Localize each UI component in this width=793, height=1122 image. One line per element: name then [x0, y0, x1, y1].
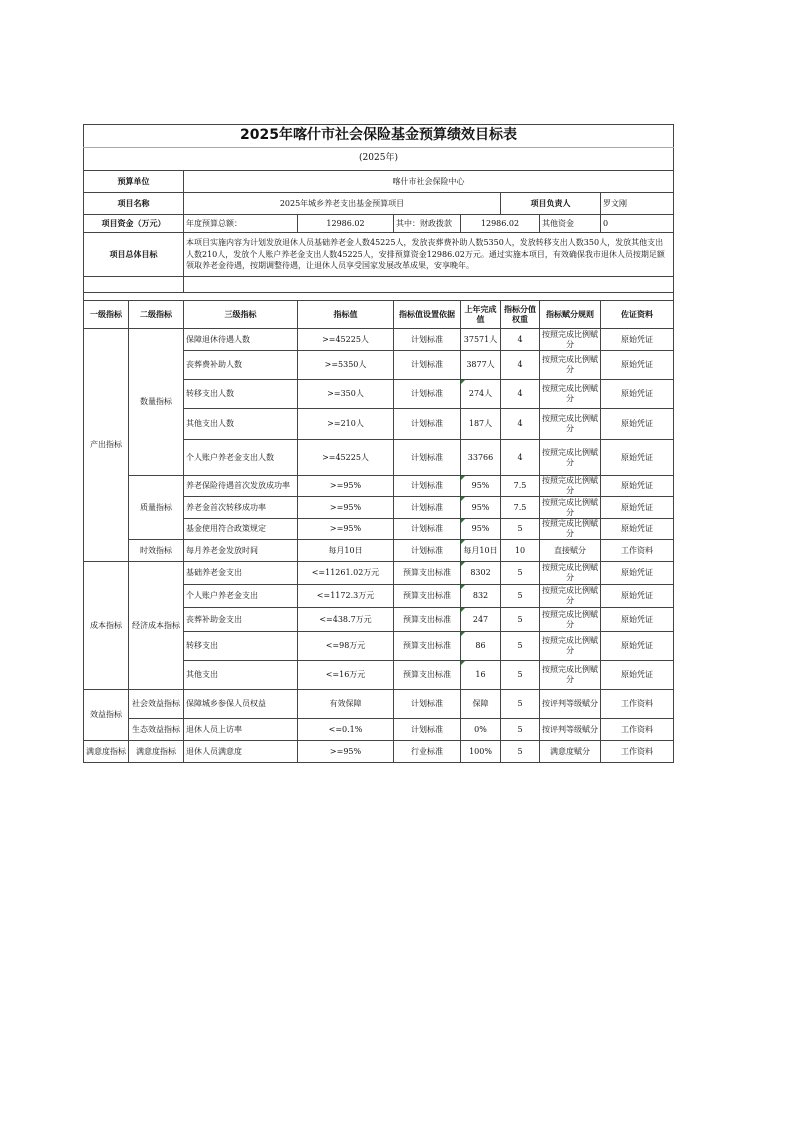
evidence-cell: 工作资料: [601, 741, 674, 763]
evidence-cell: 原始凭证: [601, 661, 674, 690]
prev-cell: 8302: [461, 562, 501, 585]
evidence-cell: 原始凭证: [601, 440, 674, 476]
evidence-cell: 原始凭证: [601, 329, 674, 351]
prev-cell: 3877人: [461, 351, 501, 380]
evidence-cell: 原始凭证: [601, 608, 674, 632]
level3-cell: 保障退休待遇人数: [184, 329, 298, 351]
fiscal-value: 12986.02: [461, 215, 540, 233]
rule-cell: 按照完成比例赋分: [540, 632, 601, 661]
evidence-cell: 工作资料: [601, 540, 674, 562]
basis-cell: 预算支出标准: [394, 661, 461, 690]
level3-cell: 个人账户养老金支出: [184, 585, 298, 608]
weight-cell: 10: [501, 540, 540, 562]
rule-cell: 按照完成比例赋分: [540, 351, 601, 380]
basis-cell: 预算支出标准: [394, 562, 461, 585]
project-name-value: 2025年城乡养老支出基金预算项目: [184, 193, 501, 215]
rule-cell: 满意度赋分: [540, 741, 601, 763]
project-name-label: 项目名称: [84, 193, 184, 215]
table-row: [84, 719, 674, 741]
prev-cell: 86: [461, 632, 501, 661]
header-prev: 上年完成值: [461, 301, 501, 329]
prev-cell: 95%: [461, 519, 501, 540]
value-cell: >=45225人: [298, 329, 394, 351]
value-cell: <=438.7万元: [298, 608, 394, 632]
evidence-cell: 原始凭证: [601, 409, 674, 440]
evidence-cell: 原始凭证: [601, 632, 674, 661]
rule-cell: 按照完成比例赋分: [540, 608, 601, 632]
evidence-cell: 原始凭证: [601, 585, 674, 608]
level1-cell: 成本指标: [84, 562, 129, 690]
basis-cell: 计划标准: [394, 409, 461, 440]
header-basis: 指标值设置依据: [394, 301, 461, 329]
value-cell: >=210人: [298, 409, 394, 440]
table-row: [84, 540, 674, 562]
unit-value: 喀什市社会保险中心: [184, 171, 674, 193]
weight-cell: 5: [501, 719, 540, 741]
rule-cell: 按照完成比例赋分: [540, 380, 601, 409]
header-level2: 二级指标: [129, 301, 184, 329]
weight-cell: 7.5: [501, 497, 540, 519]
level3-cell: 个人账户养老金支出人数: [184, 440, 298, 476]
basis-cell: 计划标准: [394, 476, 461, 497]
evidence-cell: 原始凭证: [601, 476, 674, 497]
weight-cell: 5: [501, 690, 540, 719]
table-title: 2025年喀什市社会保险基金预算绩效目标表: [84, 125, 674, 148]
level3-cell: 转移支出人数: [184, 380, 298, 409]
blank-cell: [84, 277, 184, 293]
value-cell: >=95%: [298, 497, 394, 519]
table-row: [84, 329, 674, 351]
rule-cell: 按照完成比例赋分: [540, 497, 601, 519]
level3-cell: 养老金首次转移成功率: [184, 497, 298, 519]
weight-cell: 5: [501, 585, 540, 608]
evidence-cell: 原始凭证: [601, 562, 674, 585]
goal-text: 本项目实施内容为计划发放退休人员基础养老金人数45225人，发放丧葬费补助人数5350人，发放转移支出人数350人，发放其他支出人数210人，发放个人账户养老金支出人数45225人，安排预算资金12986.02万元。通过实施本项目，有效确保我市退休人员按期足额领取养老金待遇，按期调整待遇，让退休人员享受国家发展改革成果，安享晚年。: [184, 233, 674, 277]
basis-cell: 预算支出标准: [394, 585, 461, 608]
header-row: [84, 301, 674, 329]
level3-cell: 保障城乡参保人员权益: [184, 690, 298, 719]
basis-cell: 预算支出标准: [394, 632, 461, 661]
prev-cell: 16: [461, 661, 501, 690]
weight-cell: 4: [501, 409, 540, 440]
header-weight: 指标分值权重: [501, 301, 540, 329]
level3-cell: 其他支出: [184, 661, 298, 690]
prev-cell: 100%: [461, 741, 501, 763]
basis-cell: 计划标准: [394, 380, 461, 409]
project-leader-value: 罗文刚: [601, 193, 674, 215]
prev-cell: 274人: [461, 380, 501, 409]
level3-cell: 丧葬补助金支出: [184, 608, 298, 632]
evidence-cell: 原始凭证: [601, 497, 674, 519]
weight-cell: 5: [501, 562, 540, 585]
basis-cell: 计划标准: [394, 440, 461, 476]
level3-cell: 退休人员满意度: [184, 741, 298, 763]
basis-cell: 计划标准: [394, 329, 461, 351]
blank-cell: [184, 277, 674, 293]
level3-cell: 基础养老金支出: [184, 562, 298, 585]
rule-cell: 按照完成比例赋分: [540, 562, 601, 585]
rule-cell: 按照完成比例赋分: [540, 661, 601, 690]
basis-cell: 计划标准: [394, 519, 461, 540]
value-cell: >=45225人: [298, 440, 394, 476]
level3-cell: 基金使用符合政策规定: [184, 519, 298, 540]
basis-cell: 计划标准: [394, 497, 461, 519]
prev-cell: 247: [461, 608, 501, 632]
rule-cell: 按照完成比例赋分: [540, 585, 601, 608]
basis-cell: 计划标准: [394, 540, 461, 562]
level1-cell: 产出指标: [84, 329, 129, 562]
rule-cell: 按评判等级赋分: [540, 690, 601, 719]
weight-cell: 4: [501, 440, 540, 476]
project-leader-label: 项目负责人: [501, 193, 601, 215]
weight-cell: 7.5: [501, 476, 540, 497]
table-subtitle: (2025年): [84, 148, 674, 171]
prev-cell: 832: [461, 585, 501, 608]
table-row: [84, 690, 674, 719]
level3-cell: 退休人员上访率: [184, 719, 298, 741]
other-funds-value: 0: [601, 215, 674, 233]
weight-cell: 5: [501, 519, 540, 540]
evidence-cell: 工作资料: [601, 690, 674, 719]
rule-cell: 直接赋分: [540, 540, 601, 562]
rule-cell: 按照完成比例赋分: [540, 519, 601, 540]
other-funds-label: 其他资金: [540, 215, 601, 233]
level2-cell: 质量指标: [129, 476, 184, 540]
prev-cell: 187人: [461, 409, 501, 440]
level3-cell: 其他支出人数: [184, 409, 298, 440]
unit-label: 预算单位: [84, 171, 184, 193]
weight-cell: 4: [501, 329, 540, 351]
level3-cell: 每月养老金发放时间: [184, 540, 298, 562]
level2-cell: 生态效益指标: [129, 719, 184, 741]
header-evidence: 佐证资料: [601, 301, 674, 329]
weight-cell: 5: [501, 608, 540, 632]
funds-label: 项目资金（万元）: [84, 215, 184, 233]
performance-target-sheet: [83, 124, 673, 763]
weight-cell: 4: [501, 351, 540, 380]
level2-cell: 经济成本指标: [129, 562, 184, 690]
rule-cell: 按照完成比例赋分: [540, 409, 601, 440]
weight-cell: 5: [501, 661, 540, 690]
prev-cell: 0%: [461, 719, 501, 741]
value-cell: 每月10日: [298, 540, 394, 562]
value-cell: 有效保障: [298, 690, 394, 719]
level2-cell: 数量指标: [129, 329, 184, 476]
header-level1: 一级指标: [84, 301, 129, 329]
prev-cell: 37571人: [461, 329, 501, 351]
prev-cell: 95%: [461, 497, 501, 519]
weight-cell: 5: [501, 741, 540, 763]
value-cell: <=16万元: [298, 661, 394, 690]
evidence-cell: 原始凭证: [601, 351, 674, 380]
basis-cell: 预算支出标准: [394, 608, 461, 632]
level1-cell: 效益指标: [84, 690, 129, 741]
performance-target-table: [83, 124, 674, 763]
header-level3: 三级指标: [184, 301, 298, 329]
evidence-cell: 工作资料: [601, 719, 674, 741]
evidence-cell: 原始凭证: [601, 519, 674, 540]
value-cell: <=1172.3万元: [298, 585, 394, 608]
value-cell: >=95%: [298, 519, 394, 540]
prev-cell: 95%: [461, 476, 501, 497]
table-row: [84, 476, 674, 497]
rule-cell: 按评判等级赋分: [540, 719, 601, 741]
weight-cell: 4: [501, 380, 540, 409]
header-rule: 指标赋分规则: [540, 301, 601, 329]
total-budget-label: 年度预算总额：: [184, 215, 298, 233]
value-cell: <=0.1%: [298, 719, 394, 741]
fiscal-label: 其中：财政拨款: [394, 215, 461, 233]
value-cell: >=95%: [298, 476, 394, 497]
basis-cell: 行业标准: [394, 741, 461, 763]
value-cell: >=350人: [298, 380, 394, 409]
rule-cell: 按照完成比例赋分: [540, 329, 601, 351]
header-value: 指标值: [298, 301, 394, 329]
value-cell: >=5350人: [298, 351, 394, 380]
table-row: [84, 741, 674, 763]
rule-cell: 按照完成比例赋分: [540, 440, 601, 476]
basis-cell: 计划标准: [394, 690, 461, 719]
level3-cell: 丧葬费补助人数: [184, 351, 298, 380]
total-budget-value: 12986.02: [298, 215, 394, 233]
value-cell: <=11261.02万元: [298, 562, 394, 585]
spacer-row: [84, 293, 674, 301]
prev-cell: 33766: [461, 440, 501, 476]
level3-cell: 转移支出: [184, 632, 298, 661]
table-row: [84, 562, 674, 585]
value-cell: <=98万元: [298, 632, 394, 661]
level2-cell: 时效指标: [129, 540, 184, 562]
prev-cell: 每月10日: [461, 540, 501, 562]
prev-cell: 保障: [461, 690, 501, 719]
weight-cell: 5: [501, 632, 540, 661]
level3-cell: 养老保险待遇首次发放成功率: [184, 476, 298, 497]
level2-cell: 满意度指标: [129, 741, 184, 763]
value-cell: >=95%: [298, 741, 394, 763]
goal-label: 项目总体目标: [84, 233, 184, 277]
basis-cell: 计划标准: [394, 719, 461, 741]
level2-cell: 社会效益指标: [129, 690, 184, 719]
level1-cell: 满意度指标: [84, 741, 129, 763]
basis-cell: 计划标准: [394, 351, 461, 380]
rule-cell: 按照完成比例赋分: [540, 476, 601, 497]
evidence-cell: 原始凭证: [601, 380, 674, 409]
